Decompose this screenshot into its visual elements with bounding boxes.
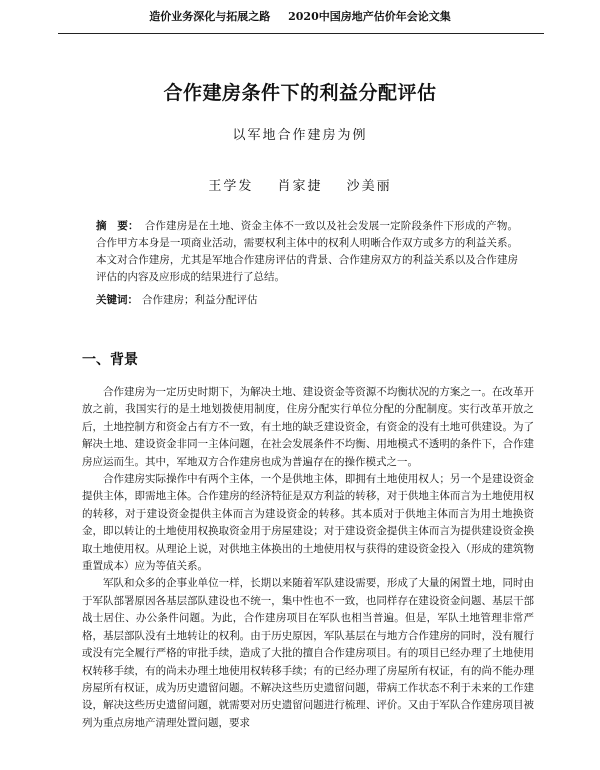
keywords-text: 合作建房；利益分配评估 bbox=[142, 294, 258, 306]
author: 王学发 bbox=[208, 179, 254, 194]
abstract-label: 摘 要： bbox=[96, 220, 139, 232]
paragraph: 军队和众多的企事业单位一样，长期以来随着军队建设需要，形成了大量的闲置土地，同时由于军队部署原因各基层部队建设也不统一，集中性也不一致，也同样存在建设资金问题、基层干部战士居住、办公条件问题。为此，合作建房项目在军队也相当普遍。但是，军队土地管理非常严格，基层部队没有土地转让的权利。由于历史原因，军队基层在与地方合作建房的同时，没有履行或没有完全履行严格的审批手续，造成了大批的擅自合作建房项目。有的项目已经办理了土地使用权转移手续，有的尚未办理土地使用权转移手续；有的已经办理了房屋所有权证，有的尚不能办理房屋所有权证，成为历史遗留问题。不解决这些历史遗留问题，带病工作状态不利于未来的工作建设，解决这些历史遗留问题，就需要对历史遗留问题进行梳理、评价。又由于军队合作建房项目被列为重点房地产清理处置问题，要求 bbox=[82, 577, 534, 729]
abstract-text: 合作建房是在土地、资金主体不一致以及社会发展一定阶段条件下形成的产物。合作甲方本身是一项商业活动，需要权利主体中的权利人明晰合作双方或多方的利益关系。本文对合作建房，尤其是军地合作建房评估的背景、合作建房双方的利益关系以及合作建房评估的内容及应形成的结果进行了总结。 bbox=[96, 220, 519, 283]
header-right: 2020中国房地产估价年会论文集 bbox=[288, 10, 451, 23]
keywords-label: 关键词： bbox=[96, 294, 138, 306]
paper-title: 合作建房条件下的利益分配评估 bbox=[163, 82, 437, 104]
author: 沙美丽 bbox=[346, 179, 392, 194]
header-rule bbox=[58, 33, 544, 34]
running-header bbox=[0, 0, 600, 34]
abstract bbox=[96, 218, 518, 286]
body-text bbox=[82, 384, 534, 732]
author: 肖家捷 bbox=[277, 179, 323, 194]
section-heading: 一、背景 bbox=[82, 352, 138, 368]
header-left: 造价业务深化与拓展之路 bbox=[149, 10, 271, 23]
paragraph: 合作建房实际操作中有两个主体，一个是供地主体，即拥有土地使用权人；另一个是建设资金提供主体，即需地主体。合作建房的经济特征是双方利益的转移，对于供地主体而言为土地使用权的转移，对于建设资金提供主体而言为建设资金的转移。其本质对于供地主体而言为用土地换资金，即以转让的土地使用权换取资金用于房屋建设；对于建设资金提供主体而言为提供建设资金换取土地使用权。从理论上说，对供地主体换出的土地使用权与获得的建设资金投入（形成的建筑物重置成本）应为等值关系。 bbox=[82, 473, 534, 573]
author-list bbox=[0, 175, 600, 194]
keywords bbox=[96, 292, 518, 309]
paragraph: 合作建房为一定历史时期下，为解决土地、建设资金等资源不均衡状况的方案之一。在改革开放之前，我国实行的是土地划拨使用制度，住房分配实行单位分配的分配制度。实行改革开放之后，土地控制方和资金占有方不一致，有土地的缺乏建设资金，有资金的没有土地可供建设。为了解决土地、建设资金非同一主体问题，在社会发展条件不均衡、用地模式不透明的条件下，合作建房应运而生。其中，军地双方合作建房也成为普遍存在的操作模式之一。 bbox=[82, 386, 534, 468]
paper-subtitle: 以军地合作建房为例 bbox=[232, 128, 368, 143]
